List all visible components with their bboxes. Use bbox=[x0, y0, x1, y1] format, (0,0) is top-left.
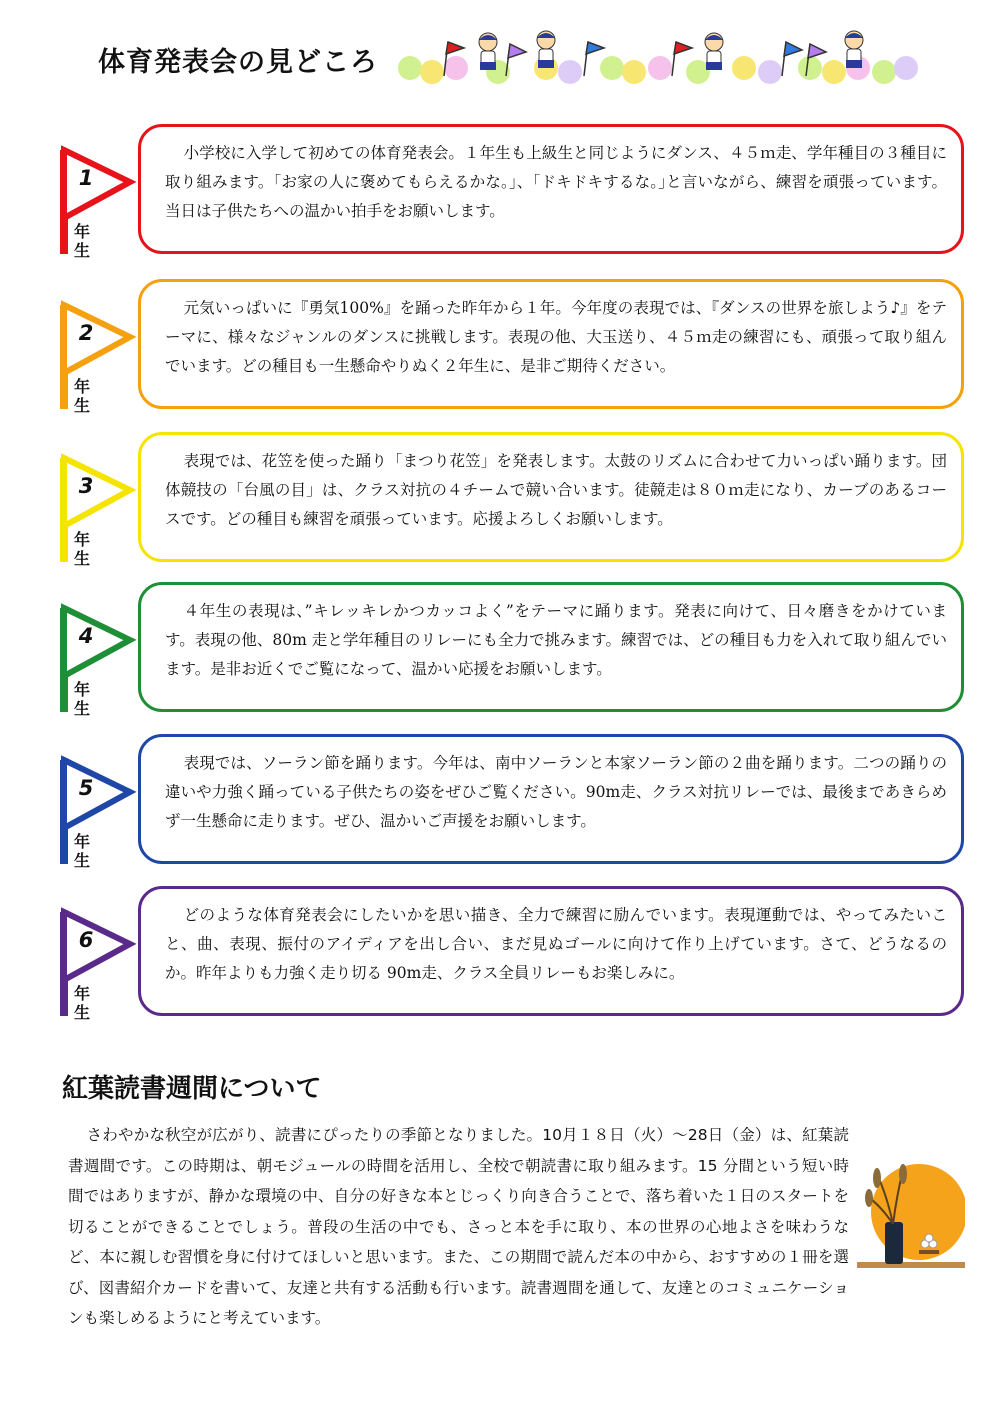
reading-week-title: 紅葉読書週間について bbox=[62, 1074, 322, 1104]
grade-description: ４年生の表現は、”キレッキレかつカッコよく”をテーマに踊ります。発表に向けて、日々磨きをかけています。表現の他、80m 走と学年種目のリレーにも全力で挑みます。練習では、どの種目も力を入れて取り組んでいます。是非お近くでご覧になって、温かい応援をお願いします。 bbox=[138, 582, 964, 712]
grade-description: 表現では、ソーラン節を踊ります。今年は、南中ソーランと本家ソーラン節の２曲を踊ります。二つの踊りの違いや力強く踊っている子供たちの姿をぜひご覧ください。90m走、クラス対抗リレーでは、最後まであきらめず一生懸命に走ります。ぜひ、温かいご声援をお願いします。 bbox=[138, 734, 964, 864]
grade-flag-icon bbox=[58, 432, 138, 562]
autumn-moon-pampas-grass-icon bbox=[857, 1156, 965, 1280]
grade-number: 4 bbox=[78, 624, 94, 648]
page-title: 体育発表会の見どころ bbox=[98, 47, 378, 78]
grade-label: 年生 bbox=[73, 984, 90, 1022]
grade-label: 年生 bbox=[73, 680, 90, 718]
grade-number: 1 bbox=[78, 166, 94, 190]
grade-number: 5 bbox=[78, 776, 94, 800]
grade-label: 年生 bbox=[73, 377, 90, 415]
grade-flag-icon bbox=[58, 279, 138, 409]
grade-label: 年生 bbox=[73, 832, 90, 870]
grade-description: 元気いっぱいに『勇気100%』を踊った昨年から１年。今年度の表現では、『ダンスの世界を旅しよう♪』をテーマに、様々なジャンルのダンスに挑戦します。表現の他、大玉送り、４５ｍ走の練習にも、頑張って取り組んでいます。どの種目も一生懸命やりぬく２年生に、是非ご期待ください。 bbox=[138, 279, 964, 409]
children-running-with-flags-icon bbox=[398, 28, 918, 86]
grade-description: どのような体育発表会にしたいかを思い描き、全力で練習に励んでいます。表現運動では、やってみたいこと、曲、表現、振付のアイディアを出し合い、まだ見ぬゴールに向けて作り上げています。さて、どうなるのか。昨年よりも力強く走り切る 90m走、クラス全員リレーもお楽しみに。 bbox=[138, 886, 964, 1016]
reading-week-body: さわやかな秋空が広がり、読書にぴったりの季節となりました。10月１８日（火）～28日（金）は、紅葉読書週間です。この時期は、朝モジュールの時間を活用し、全校で朝読書に取り組みます。15 分間という短い時間ではありますが、静かな環境の中、自分の好きな本とじっくり向き合うことで、落ち着いた１日のスタートを切ることができることでしょう。普段の生活の中でも、さっと本を手に取り、本の世界の心地よさを味わうなど、本に親しむ習慣を身に付けてほしいと思います。また、この期間で読んだ本の中から、おすすめの１冊を選び、図書紹介カードを書いて、友達と共有する活動も行います。読書週間を通して、友達とのコミュニケーションも楽しめるようにと考えています。 bbox=[68, 1126, 849, 1327]
grade-label: 年生 bbox=[73, 530, 90, 568]
grade-flag-icon bbox=[58, 734, 138, 864]
grade-description: 小学校に入学して初めての体育発表会。１年生も上級生と同じようにダンス、４５ｍ走、学年種目の３種目に取り組みます。｢お家の人に褒めてもらえるかな。｣、｢ドキドキするな。｣と言いながら、練習を頑張っています。当日は子供たちへの温かい拍手をお願いします。 bbox=[138, 124, 964, 254]
grade-number: 3 bbox=[78, 474, 94, 498]
grade-description: 表現では、花笠を使った踊り「まつり花笠」を発表します。太鼓のリズムに合わせて力いっぱい踊ります。団体競技の「台風の目」は、クラス対抗の４チームで競い合います。徒競走は８０ｍ走になり、カーブのあるコースです。どの種目も練習を頑張っています。応援よろしくお願いします。 bbox=[138, 432, 964, 562]
grade-number: 6 bbox=[78, 928, 94, 952]
grade-flag-icon bbox=[58, 582, 138, 712]
grade-number: 2 bbox=[78, 321, 94, 345]
grade-flag-icon bbox=[58, 886, 138, 1016]
grade-label: 年生 bbox=[73, 222, 90, 260]
reading-week-text bbox=[68, 1120, 953, 1334]
grade-flag-icon bbox=[58, 124, 138, 254]
